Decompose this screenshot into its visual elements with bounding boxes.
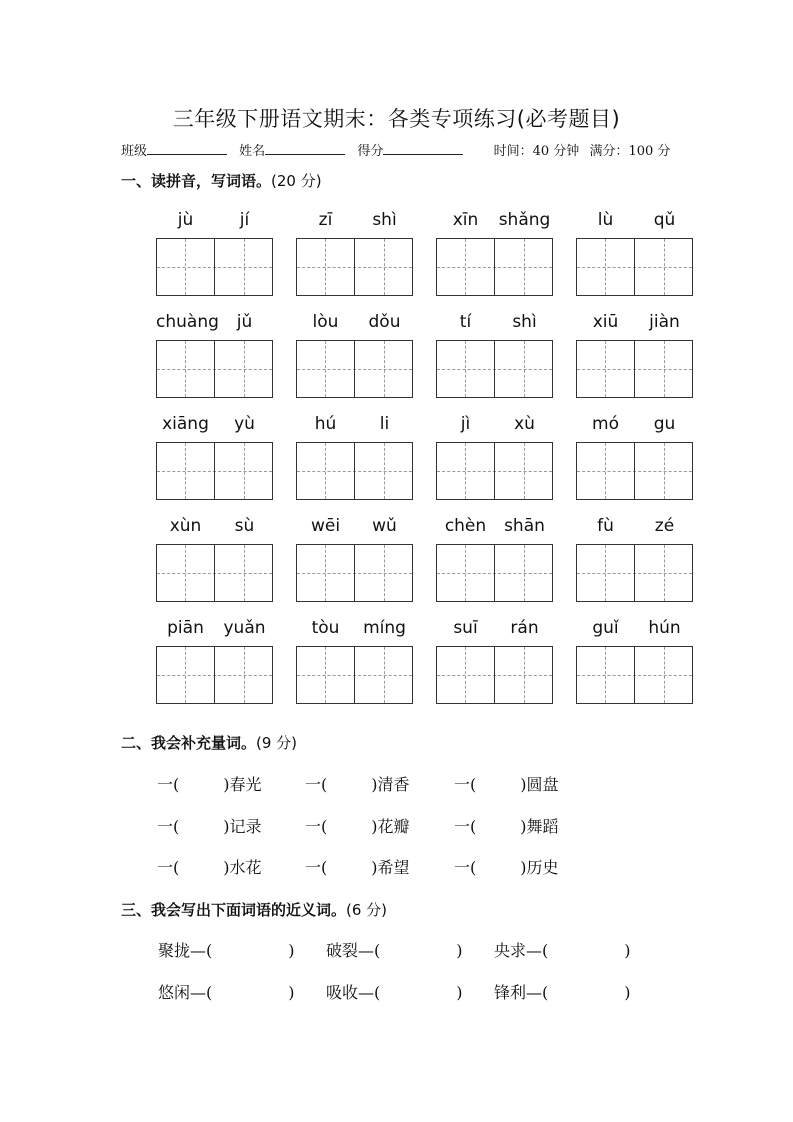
pinyin-syllable: shì	[372, 210, 397, 230]
pinyin-syllable: tí	[459, 312, 472, 332]
pinyin-syllable: shì	[512, 312, 537, 332]
word-item	[576, 210, 694, 302]
measure-word-item: 一( )历史	[454, 858, 559, 877]
score-label: 得分	[357, 144, 384, 159]
pinyin-syllable: wēi	[310, 516, 341, 536]
measure-word-item: 一( )记录	[157, 817, 262, 836]
word-item	[156, 210, 274, 302]
character-writing-box[interactable]	[296, 442, 413, 500]
pinyin-syllable: gu	[653, 414, 676, 434]
source-word: 破裂—(	[326, 941, 381, 960]
word-item	[296, 618, 414, 710]
measure-word-row	[157, 855, 757, 879]
source-word: 锋利—(	[494, 983, 549, 1002]
character-writing-box[interactable]	[436, 340, 553, 398]
character-writing-box[interactable]	[436, 442, 553, 500]
pinyin-row	[156, 414, 696, 506]
pinyin-syllable: chuàng	[156, 312, 219, 332]
character-writing-box[interactable]	[576, 340, 693, 398]
noun-word: 花瓣	[377, 817, 410, 836]
measure-word-item: 一( )希望	[305, 858, 410, 877]
pinyin-syllable: hún	[648, 618, 681, 638]
pinyin-syllable: xīn	[452, 210, 479, 230]
pinyin-syllable: xù	[514, 414, 535, 434]
source-word: 吸收—(	[326, 983, 381, 1002]
measure-word-item: 一( )春光	[157, 775, 262, 794]
section1-title: 一、读拼音，写词语。(20 分)	[121, 172, 322, 190]
noun-word: 清香	[377, 775, 410, 794]
pinyin-syllable: wǔ	[372, 516, 397, 536]
character-writing-box[interactable]	[436, 646, 553, 704]
pinyin-syllable: rán	[510, 618, 539, 638]
word-item	[156, 414, 274, 506]
score-blank	[383, 142, 463, 155]
character-writing-box[interactable]	[156, 238, 273, 296]
word-item	[576, 312, 694, 404]
pinyin-syllable: jiàn	[649, 312, 680, 332]
character-writing-box[interactable]	[296, 646, 413, 704]
measure-word-item: 一( )花瓣	[305, 817, 410, 836]
measure-word-item: 一( )圆盘	[454, 775, 559, 794]
measure-word-item: 一( )舞蹈	[454, 817, 559, 836]
character-writing-box[interactable]	[436, 238, 553, 296]
name-blank	[265, 142, 345, 155]
pinyin-syllable: li	[379, 414, 390, 434]
pinyin-syllable: xùn	[169, 516, 202, 536]
character-writing-box[interactable]	[576, 544, 693, 602]
synonym-item: 聚拢—( )	[158, 941, 295, 960]
pinyin-syllable: xiū	[592, 312, 619, 332]
synonym-item: 吸收—( )	[326, 983, 463, 1002]
pinyin-row	[156, 210, 696, 302]
pinyin-syllable: qǔ	[653, 210, 676, 230]
word-item	[436, 210, 554, 302]
word-item	[576, 516, 694, 608]
pinyin-syllable: yuǎn	[223, 618, 266, 638]
character-writing-box[interactable]	[156, 442, 273, 500]
synonym-row	[158, 938, 758, 962]
synonym-item: 锋利—( )	[494, 983, 631, 1002]
noun-word: 希望	[377, 858, 410, 877]
pinyin-syllable: suī	[453, 618, 478, 638]
pinyin-syllable: zé	[654, 516, 675, 536]
word-item	[296, 414, 414, 506]
noun-word: 水花	[229, 858, 262, 877]
source-word: 央求—(	[494, 941, 549, 960]
noun-word: 春光	[229, 775, 262, 794]
character-writing-box[interactable]	[156, 340, 273, 398]
pinyin-row	[156, 516, 696, 608]
pinyin-syllable: jí	[239, 210, 250, 230]
word-item	[436, 618, 554, 710]
section2-title: 二、我会补充量词。(9 分)	[121, 734, 298, 752]
synonym-item: 悠闲—( )	[158, 983, 295, 1002]
pinyin-row	[156, 312, 696, 404]
noun-word: 舞蹈	[526, 817, 559, 836]
measure-word-row	[157, 814, 757, 838]
pinyin-syllable: chèn	[444, 516, 487, 536]
word-item	[576, 414, 694, 506]
word-item	[156, 312, 274, 404]
pinyin-syllable: jì	[460, 414, 471, 434]
pinyin-syllable: shān	[504, 516, 545, 536]
character-writing-box[interactable]	[296, 544, 413, 602]
class-label: 班级	[121, 144, 148, 159]
pinyin-syllable: jù	[177, 210, 194, 230]
pinyin-syllable: zī	[318, 210, 333, 230]
page-title: 三年级下册语文期末：各类专项练习(必考题目)	[172, 107, 621, 131]
word-item	[296, 210, 414, 302]
time-info: 时间：40 分钟	[493, 144, 580, 159]
noun-word: 圆盘	[526, 775, 559, 794]
word-item	[296, 516, 414, 608]
word-item	[576, 618, 694, 710]
full-score-info: 满分：100 分	[589, 144, 671, 159]
pinyin-syllable: hú	[314, 414, 337, 434]
word-item	[156, 618, 274, 710]
measure-word-row	[157, 772, 757, 796]
synonym-item: 破裂—( )	[326, 941, 463, 960]
synonym-row	[158, 980, 758, 1004]
pinyin-syllable: míng	[363, 618, 406, 638]
character-writing-box[interactable]	[156, 544, 273, 602]
pinyin-syllable: xiāng	[162, 414, 209, 434]
word-item	[436, 414, 554, 506]
noun-word: 记录	[229, 817, 262, 836]
character-writing-box[interactable]	[576, 238, 693, 296]
word-item	[436, 312, 554, 404]
pinyin-row	[156, 618, 696, 710]
pinyin-syllable: lòu	[312, 312, 339, 332]
word-item	[436, 516, 554, 608]
synonym-item: 央求—( )	[494, 941, 631, 960]
student-info-line	[121, 140, 670, 159]
character-writing-box[interactable]	[296, 340, 413, 398]
pinyin-syllable: shǎng	[498, 210, 551, 230]
pinyin-syllable: lù	[597, 210, 614, 230]
pinyin-syllable: yù	[234, 414, 255, 434]
character-writing-box[interactable]	[156, 646, 273, 704]
character-writing-box[interactable]	[576, 442, 693, 500]
class-blank	[147, 142, 227, 155]
word-item	[156, 516, 274, 608]
measure-word-item: 一( )水花	[157, 858, 262, 877]
pinyin-syllable: piān	[167, 618, 204, 638]
character-writing-box[interactable]	[576, 646, 693, 704]
source-word: 聚拢—(	[158, 941, 213, 960]
name-label: 姓名	[239, 144, 266, 159]
source-word: 悠闲—(	[158, 983, 213, 1002]
pinyin-syllable: mó	[592, 414, 619, 434]
character-writing-box[interactable]	[436, 544, 553, 602]
noun-word: 历史	[526, 858, 559, 877]
section3-title: 三、我会写出下面词语的近义词。(6 分)	[121, 901, 388, 919]
pinyin-syllable: guǐ	[592, 618, 619, 638]
measure-word-item: 一( )清香	[305, 775, 410, 794]
pinyin-syllable: sù	[234, 516, 255, 536]
pinyin-syllable: fù	[597, 516, 614, 536]
character-writing-box[interactable]	[296, 238, 413, 296]
pinyin-syllable: dǒu	[368, 312, 401, 332]
pinyin-syllable: jǔ	[236, 312, 253, 332]
pinyin-syllable: tòu	[311, 618, 340, 638]
word-item	[296, 312, 414, 404]
